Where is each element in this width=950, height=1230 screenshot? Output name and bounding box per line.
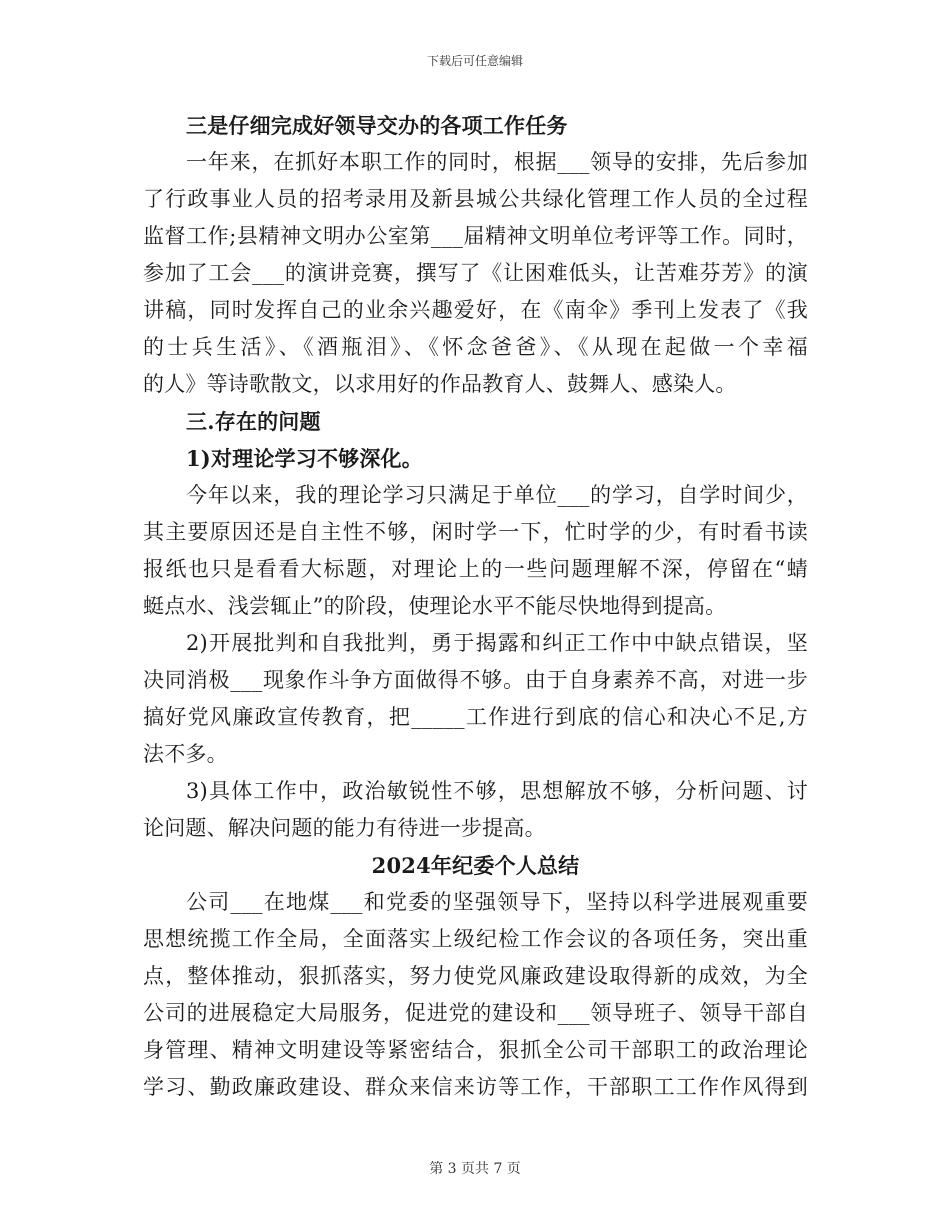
subsection-heading: 1)对理论学习不够深化。 [186, 446, 423, 471]
paragraph-line: 学习、勤政廉政建设、群众来信来访等工作，干部职工工作作风得到 [143, 1075, 808, 1099]
paragraph-line: 决同消极___现象作斗争方面做得不够。由于自身素养不高，对进一步 [143, 668, 808, 692]
paragraph-line: 公司___在地煤___和党委的坚强领导下，坚持以科学进展观重要 [186, 890, 808, 914]
paragraph-line: 公司的进展稳定大局服务，促进党的建设和___领导班子、领导干部自 [143, 1001, 808, 1025]
paragraph-line: 的士兵生活》、《酒瓶泪》、《怀念爸爸》、《从现在起做一个幸福 [143, 335, 808, 359]
paragraph-line: 其主要原因还是自主性不够，闲时学一下，忙时学的少，有时看书读 [143, 520, 808, 544]
paragraph-line: 法不多。 [143, 742, 228, 766]
paragraph-line: 2)开展批判和自我批判，勇于揭露和纠正工作中中缺点错误，坚 [186, 631, 808, 655]
paragraph-line: 3)具体工作中，政治敏锐性不够，思想解放不够，分析问题、讨 [186, 779, 808, 803]
paragraph-line: 点，整体推动，狠抓落实，努力使党风廉政建设取得新的成效，为全 [143, 964, 808, 988]
paragraph-line: 论问题、解决问题的能力有待进一步提高。 [143, 816, 546, 840]
paragraph-line: 参加了工会___的演讲竞赛，撰写了《让困难低头，让苦难芬芳》的演 [143, 261, 808, 285]
paragraph-line: 蜓点水、浅尝辄止”的阶段，使理论水平不能尽快地得到提高。 [143, 594, 727, 618]
paragraph-line: 一年来，在抓好本职工作的同时，根据___领导的安排，先后参加 [186, 150, 808, 174]
paragraph-line: 讲稿，同时发挥自己的业余兴趣爱好，在《南伞》季刊上发表了《我 [143, 298, 808, 322]
paragraph-line: 监督工作;县精神文明办公室第___届精神文明单位考评等工作。同时， [143, 224, 808, 248]
page-footer-number: 第 3 页共 7 页 [429, 1161, 521, 1177]
paragraph-line: 的人》等诗歌散文，以求用好的作品教育人、鼓舞人、感染人。 [143, 372, 737, 396]
paragraph-line: 今年以来，我的理论学习只满足于单位___的学习，自学时间少， [186, 483, 808, 507]
document-title: 2024年纪委个人总结 [371, 853, 580, 878]
section-heading: 三是仔细完成好领导交办的各项工作任务 [186, 113, 568, 138]
paragraph-line: 搞好党风廉政宣传教育，把_____工作进行到底的信心和决心不足,方 [143, 705, 808, 729]
paragraph-line: 报纸也只是看看大标题，对理论上的一些问题理解不深，停留在“蜻 [143, 557, 808, 581]
section-heading: 三.存在的问题 [186, 409, 321, 434]
document-body [143, 107, 808, 1106]
paragraph-line: 身管理、精神文明建设等紧密结合，狠抓全公司干部职工的政治理论 [143, 1038, 808, 1062]
paragraph-line: 思想统揽工作全局，全面落实上级纪检工作会议的各项任务，突出重 [143, 927, 808, 951]
paragraph-line: 了行政事业人员的招考录用及新县城公共绿化管理工作人员的全过程 [143, 187, 808, 211]
page-header-note: 下载后可任意编辑 [426, 54, 523, 68]
